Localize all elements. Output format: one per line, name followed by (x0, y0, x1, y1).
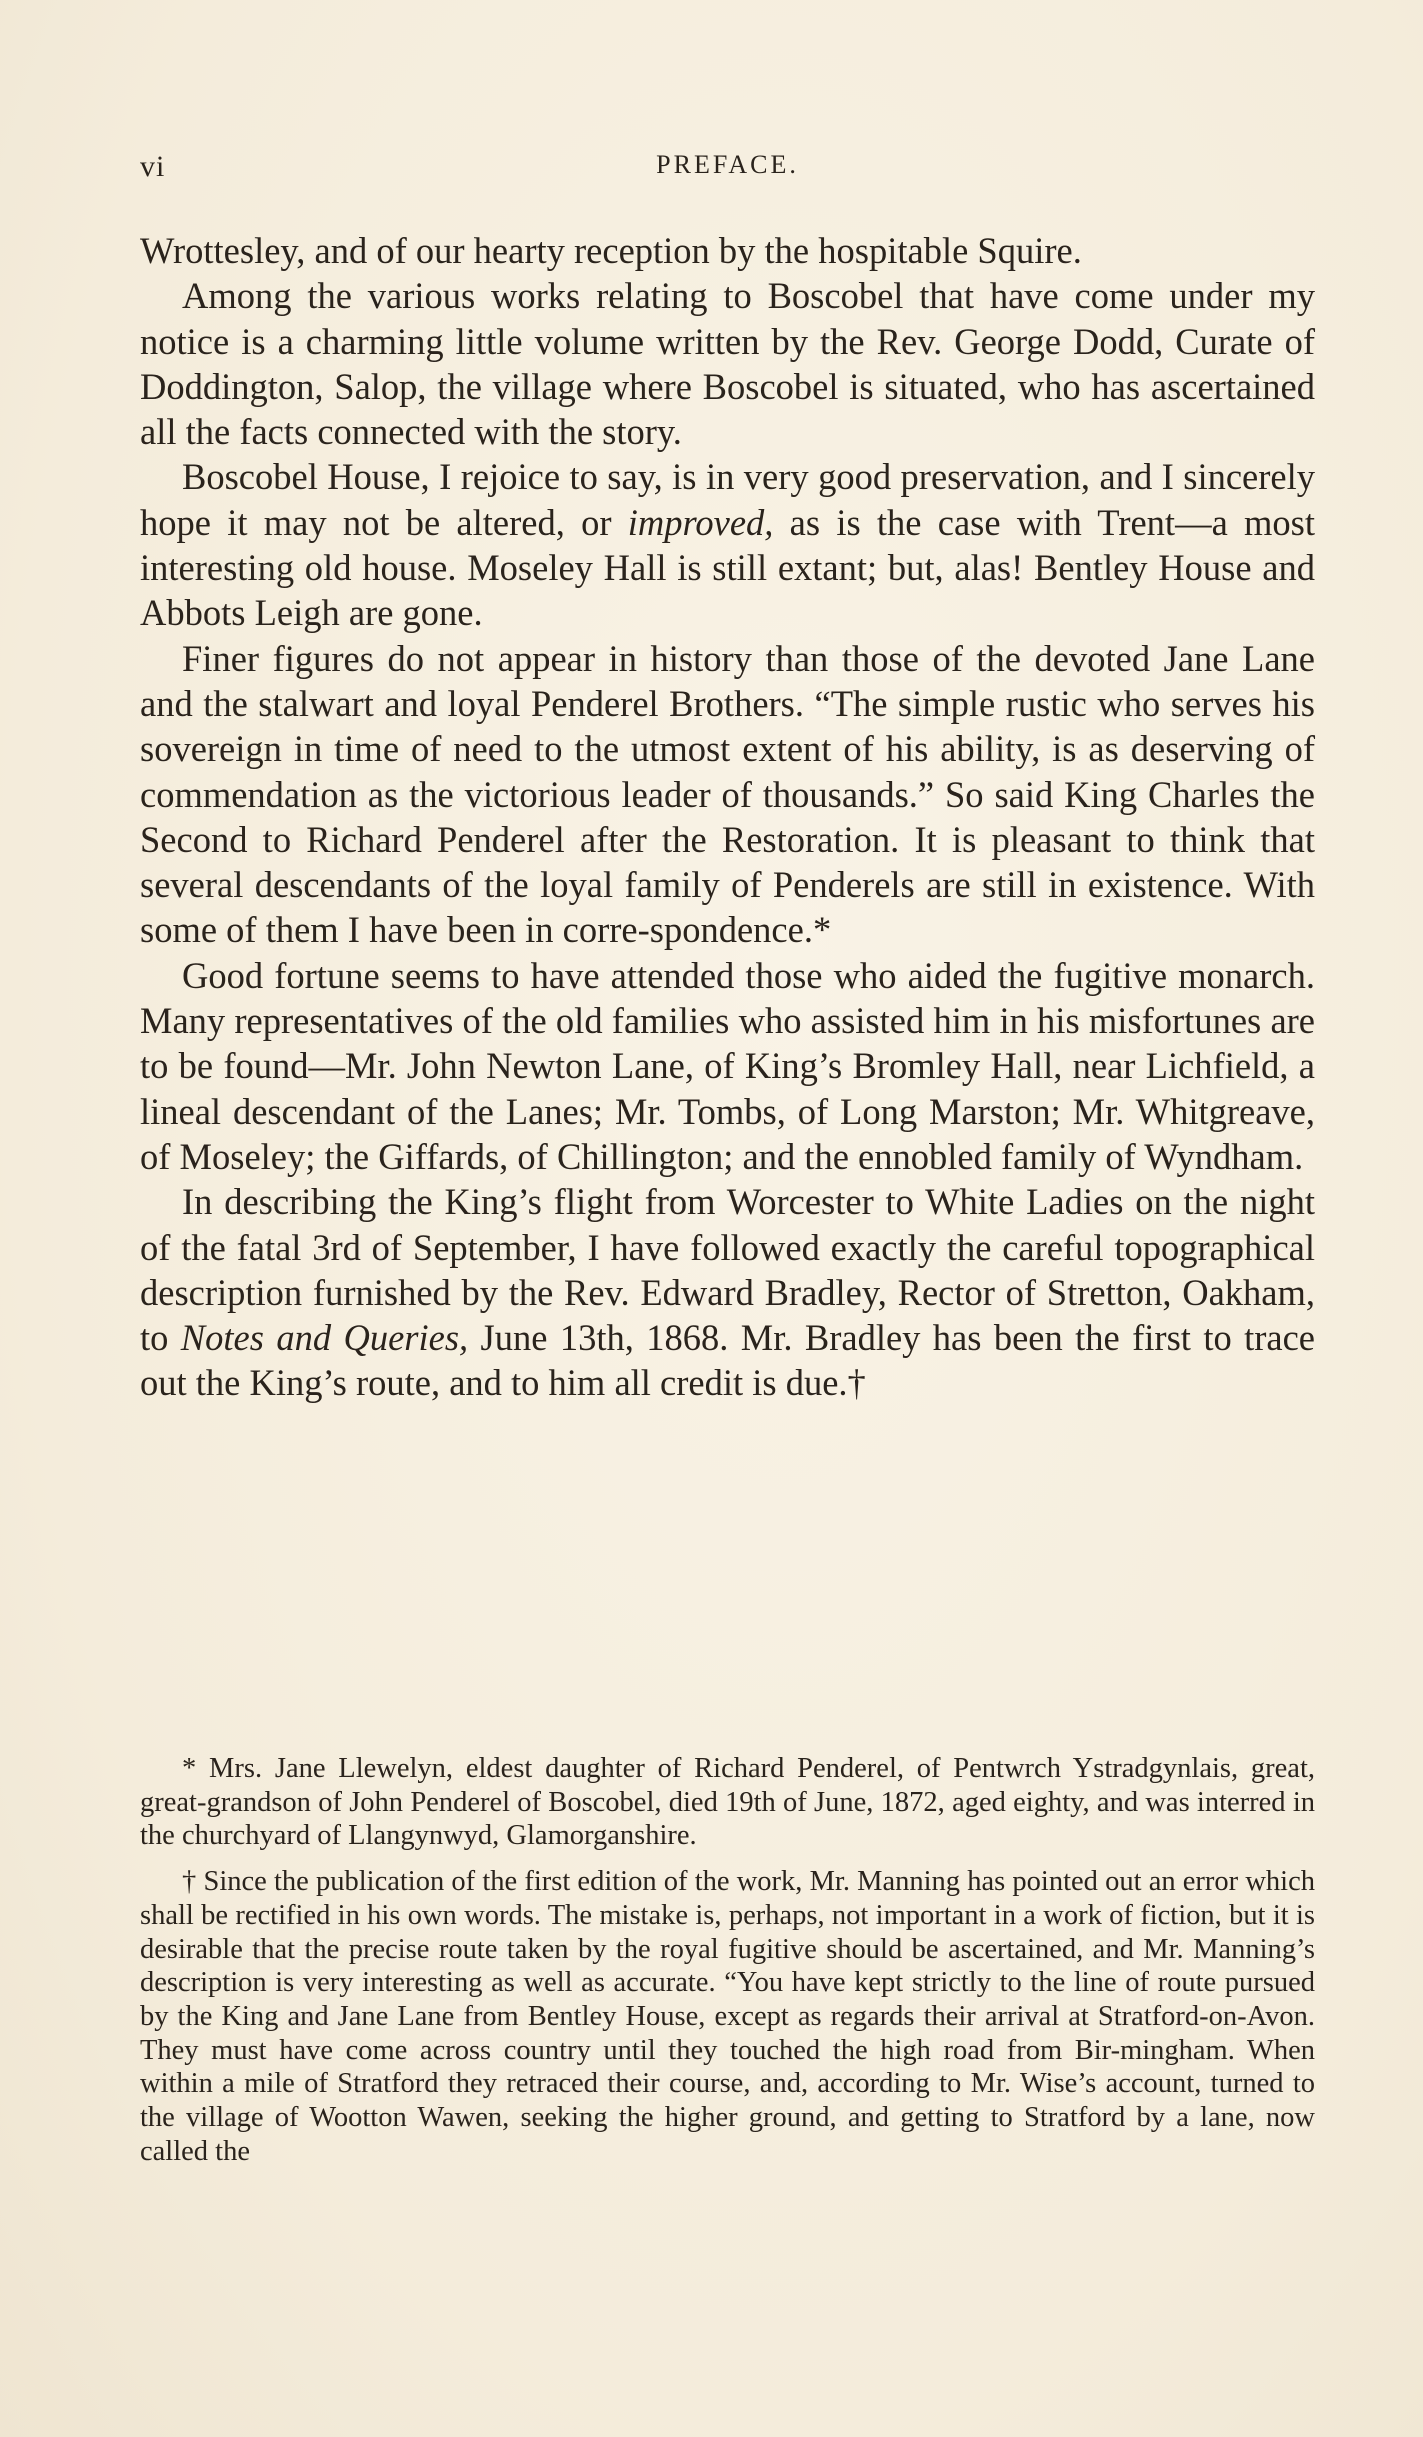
footnotes (140, 1752, 1315, 2180)
page-number: vi (140, 150, 166, 183)
paragraph-6 (140, 1179, 1315, 1405)
paragraph-1: Wrottesley, and of our hearty reception by the hospitable Squire. (140, 230, 1082, 271)
paragraph-6-text-a: In describing the King’s flight from Worcester to White Ladies on the night of the fatal 3rd of September, I have followed exactly the careful topographical description furnished by the Rev. Edward Bradley, Rector of Stretton, Oakham, to (140, 1181, 1315, 1359)
paragraph-4: Finer figures do not appear in history than those of the devoted Jane Lane and the stalwart and loyal Penderel Brothers. “The simple rustic who serves his sovereign in time of need to the utmost extent of his ability, is as deserving of commendation as the victorious leader of thousands.” So said King Charles the Second to Richard Penderel after the Restoration. It is pleasant to think that several descendants of the loyal family of Penderels are still in existence. With some of them I have been in corre-spondence.* (140, 637, 1315, 951)
running-head (140, 150, 1315, 190)
paragraph-6-text-b: June 13th, 1868. Mr. Bradley has been the first to trace out the King’s route, and to him all credit is due.† (140, 1317, 1315, 1404)
paragraph-5: Good fortune seems to have attended those who aided the fugitive monarch. Many representatives of the old families who assisted him in his misfortunes are to be found—Mr. John Newton Lane, of King’s Bromley Hall, near Lichfield, a lineal descendant of the Lanes; Mr. Tombs, of Long Marston; Mr. Whitgreave, of Moseley; the Giffards, of Chillington; and the ennobled family of Wyndham. (140, 954, 1315, 1177)
paragraph-2: Among the various works relating to Boscobel that have come under my notice is a charming little volume written by the Rev. George Dodd, Curate of Doddington, Salop, the village where Boscobel is situated, who has ascertained all the facts connected with the story. (140, 275, 1315, 453)
footnote-1: * Mrs. Jane Llewelyn, eldest daughter of Richard Penderel, of Pentwrch Ystradgynlais, great, great-grandson of John Penderel of Boscobel, died 19th of June, 1872, aged eighty, and was interred in the churchyard of Llangynwyd, Glamorganshire. (140, 1753, 1315, 1852)
footnote-2: † Since the publication of the first edition of the work, Mr. Manning has pointed out an error which shall be rectified in his own words. The mistake is, perhaps, not important in a work of fiction, but it is desirable that the precise route taken by the royal fugitive should be ascertained, and Mr. Manning’s description is very interesting as well as accurate. “You have kept strictly to the line of route pursued by the King and Jane Lane from Bentley House, except as regards their arrival at Stratford-on-Avon. They must have come across country until they touched the high road from Bir-mingham. When within a mile of Stratford they retraced their course, and, according to Mr. Wise’s account, turned to the village of Wootton Wawen, seeking the higher ground, and getting to Stratford by a lane, now called the (140, 1866, 1315, 2167)
running-title: PREFACE. (656, 150, 799, 179)
paragraph-3-text-a: Boscobel House, I rejoice to say, is in very good preservation, and I sincerely hope it may not be altered, or (140, 456, 1315, 543)
paragraph-3 (140, 454, 1315, 635)
main-text (140, 228, 1315, 1406)
paragraph-6-italic: Notes and Queries, (180, 1317, 469, 1359)
paragraph-3-italic: improved, (627, 501, 774, 543)
paragraph-3-text-b: as is the case with Trent—a most interesting old house. Moseley Hall is still extant; but, alas! Bentley House and Abbots Leigh are gone. (140, 501, 1316, 634)
